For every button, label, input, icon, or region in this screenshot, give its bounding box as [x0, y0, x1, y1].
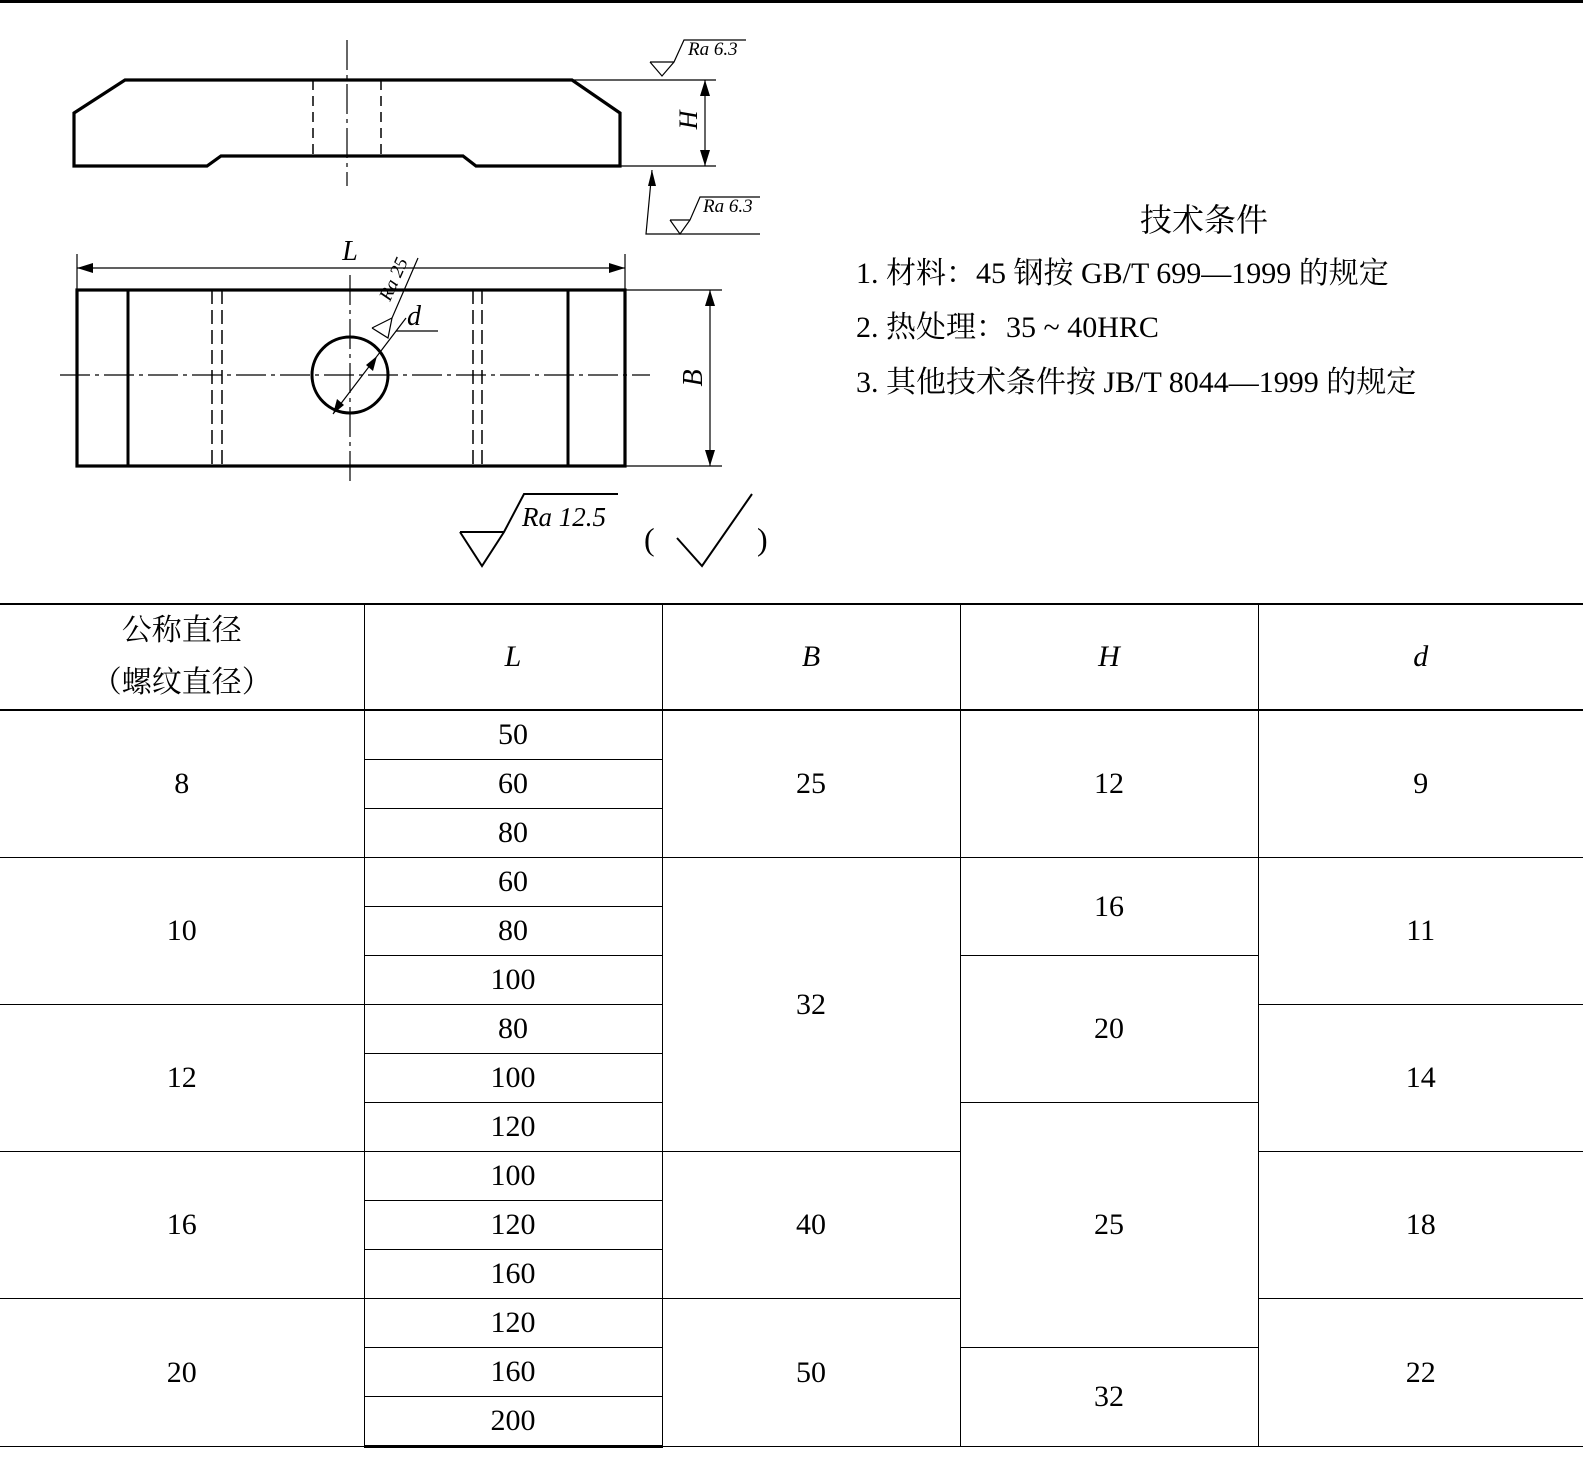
cell-nominal: 8 — [0, 710, 364, 858]
header-nominal-diameter — [0, 604, 364, 710]
cell-L: 80 — [364, 809, 662, 858]
roughness-hole-label: Ra 25 — [375, 254, 413, 305]
roughness-top-label: Ra 6.3 — [688, 39, 738, 60]
cell-H: 25 — [960, 1103, 1258, 1348]
general-paren-close: ) — [757, 521, 768, 557]
roughness-general-label: Ra 12.5 — [522, 502, 606, 532]
header-H: H — [960, 604, 1258, 710]
cell-H: 16 — [960, 858, 1258, 956]
header-nominal-line1: 公称直径 — [121, 614, 242, 647]
side-view — [74, 40, 760, 234]
cell-L: 100 — [364, 1054, 662, 1103]
cell-B: 25 — [662, 710, 960, 858]
table-row — [0, 710, 1583, 760]
cell-L: 160 — [364, 1348, 662, 1397]
table-row — [0, 1299, 1583, 1348]
header-L: L — [364, 604, 662, 710]
table-row — [0, 1152, 1583, 1201]
b-label: B — [678, 369, 709, 387]
h-arrow-top — [700, 80, 710, 96]
cell-nominal: 10 — [0, 858, 364, 1005]
cell-L: 50 — [364, 710, 662, 760]
cell-L: 80 — [364, 907, 662, 956]
cell-nominal: 20 — [0, 1299, 364, 1447]
cell-L: 80 — [364, 1005, 662, 1054]
h-arrow-bottom — [700, 150, 710, 166]
cell-B: 50 — [662, 1299, 960, 1447]
header-d: d — [1258, 604, 1583, 710]
roughness-bottom-label: Ra 6.3 — [703, 196, 753, 217]
cell-L: 120 — [364, 1103, 662, 1152]
cell-L: 120 — [364, 1299, 662, 1348]
h-label: H — [674, 110, 703, 130]
cell-B: 32 — [662, 858, 960, 1152]
cell-B: 40 — [662, 1152, 960, 1299]
cell-L: 200 — [364, 1397, 662, 1447]
tech-condition-material: 1. 材料：45 钢按 GB/T 699—1999 的规定 — [856, 257, 1389, 290]
cell-L: 60 — [364, 760, 662, 809]
cell-d: 14 — [1258, 1005, 1583, 1152]
cell-H: 20 — [960, 956, 1258, 1103]
cell-L: 120 — [364, 1201, 662, 1250]
cell-L: 160 — [364, 1250, 662, 1299]
d-label: d — [407, 301, 421, 332]
general-roughness — [460, 494, 752, 566]
l-label: L — [342, 236, 358, 267]
tech-conditions-title: 技术条件 — [1140, 202, 1269, 238]
cell-L: 60 — [364, 858, 662, 907]
part-drawing — [0, 0, 820, 580]
cell-d: 22 — [1258, 1299, 1583, 1447]
table-row — [0, 858, 1583, 907]
cell-d: 11 — [1258, 858, 1583, 1005]
dimension-table — [0, 603, 1583, 1448]
cell-d: 9 — [1258, 710, 1583, 858]
cell-H: 12 — [960, 710, 1258, 858]
plan-outline — [77, 290, 625, 466]
tech-condition-other: 3. 其他技术条件按 JB/T 8044—1999 的规定 — [856, 366, 1417, 399]
table-header-row — [0, 604, 1583, 710]
tech-condition-heat-treatment: 2. 热处理：35 ~ 40HRC — [856, 311, 1159, 344]
cell-d: 18 — [1258, 1152, 1583, 1299]
cell-nominal: 12 — [0, 1005, 364, 1152]
cell-H: 32 — [960, 1348, 1258, 1447]
cell-nominal: 16 — [0, 1152, 364, 1299]
check-symbol — [677, 494, 752, 566]
header-nominal-line2: （螺纹直径） — [91, 666, 272, 699]
general-paren-open: ( — [644, 521, 655, 557]
header-B: B — [662, 604, 960, 710]
cell-L: 100 — [364, 956, 662, 1005]
cell-L: 100 — [364, 1152, 662, 1201]
